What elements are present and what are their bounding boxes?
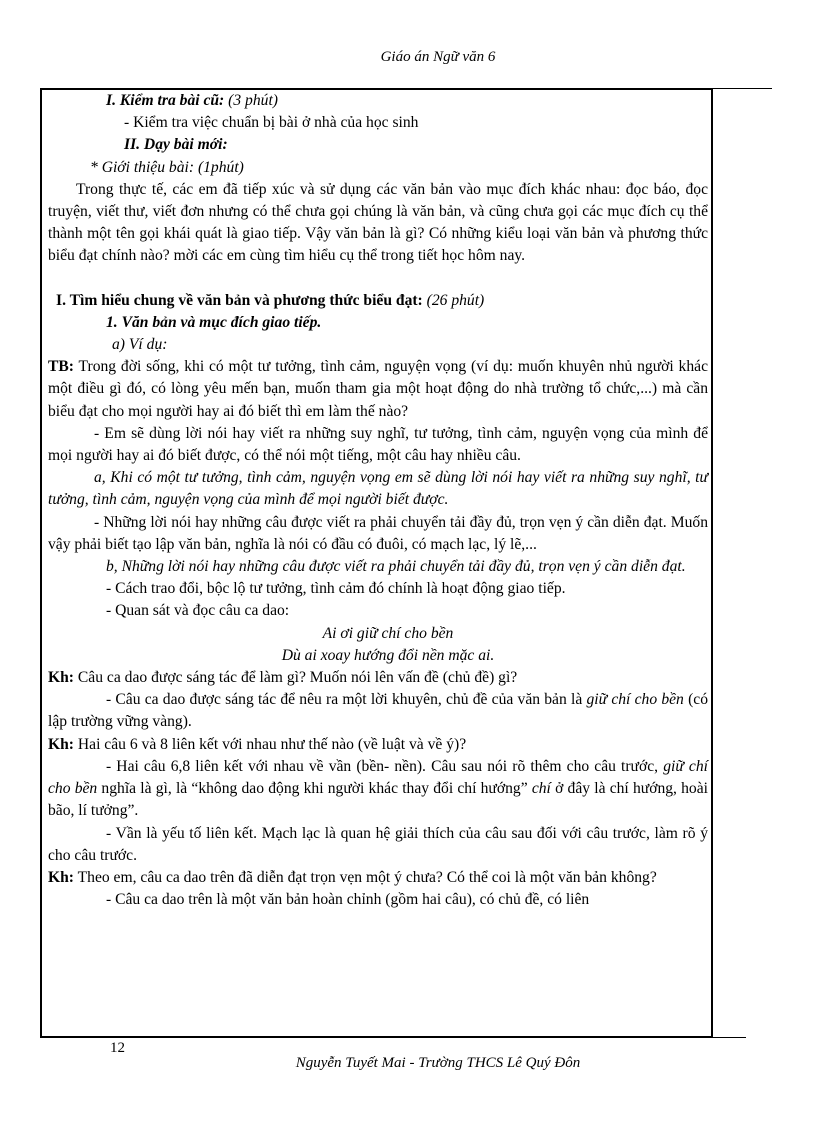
answer-6: - Hai câu 6,8 liên kết với nhau về vần (bền- nền). Câu sau nói rõ thêm cho câu trước, giữ chí cho bền nghĩa là gì, là “không dao động khi người khác thay đổi chí hướng” chí ở đây là chí hướng, hoài bão, lí tưởng”. [48, 757, 708, 820]
intro-paragraph: Trong thực tế, các em đã tiếp xúc và sử dụng các văn bản vào mục đích khác nhau: đọc báo, đọc truyện, viết thư, viết đơn nhưng có thể chưa gọi chúng là văn bản, và cũng chưa gọi các mục đích cụ thể thành một tên gọi khái quát là giao tiếp. Vậy văn bản là gì? Có những kiểu loại văn bản và phương thức biểu đạt chính nào? mời các em cùng tìm hiểu cụ thể trong tiết học hôm nay. [48, 180, 708, 265]
question-kh-3: Kh: Theo em, câu ca dao trên đã diễn đạt trọn vẹn một ý chưa? Có thể coi là một văn bản không? [48, 868, 657, 886]
page-header: Giáo án Ngữ văn 6 [380, 49, 496, 65]
section-review-title: I. Kiểm tra bài cũ: [106, 92, 225, 109]
section-heading: I. Tìm hiểu chung về văn bản và phương thức biểu đạt: (26 phút) [56, 291, 485, 309]
tb-label: TB: [48, 358, 74, 376]
lesson-content-box [40, 88, 713, 1038]
page-number: 12 [110, 1040, 125, 1056]
section-review: I. Kiểm tra bài cũ: (3 phút) [106, 92, 278, 109]
example-label: a) Ví dụ: [112, 336, 168, 354]
review-item: - Kiểm tra việc chuẩn bị bài ở nhà của học sinh [124, 114, 419, 132]
kh-label: Kh: [48, 868, 74, 886]
poem-line-1: Ai ơi giữ chí cho bền [322, 624, 454, 642]
answer-3: - Cách trao đổi, bộc lộ tư tưởng, tình cảm đó chính là hoạt động giao tiếp. [106, 580, 566, 598]
note-b: b, Những lời nói hay những câu được viết ra phải chuyển tải đầy đủ, trọn vẹn ý cần diễn đạt. [106, 558, 686, 576]
answer-7: - Vần là yếu tố liên kết. Mạch lạc là quan hệ giải thích của câu sau đối với câu trước, làm rõ ý cho câu trước. [48, 824, 708, 864]
note-a: a, Khi có một tư tưởng, tình cảm, nguyện vọng em sẽ dùng lời nói hay viết ra những suy nghĩ, tư tưởng, tình cảm, nguyện vọng của mình để mọi người biết được. [48, 469, 708, 509]
section-new-lesson: II. Dạy bài mới: [124, 136, 228, 154]
intro-label: * Giới thiệu bài: (1phút) [90, 158, 244, 176]
kh-label: Kh: [48, 735, 74, 753]
lesson-content [48, 90, 708, 911]
answer-1: - Em sẽ dùng lời nói hay viết ra những suy nghĩ, tư tưởng, tình cảm, nguyện vọng của mình để mọi người hay ai đó biết được, có thể nói một tiếng, một câu hay nhiều câu. [48, 424, 708, 465]
subsection-heading: 1. Văn bản và mục đích giao tiếp. [106, 313, 322, 331]
answer-2: - Những lời nói hay những câu được viết ra phải chuyển tải đầy đủ, trọn vẹn ý cần diễn đạt. Muốn vậy phải biết tạo lập văn bản, nghĩa là nói có đầu có đuôi, có mạch lạc, lý lẽ,... [48, 513, 708, 553]
kh-label: Kh: [48, 669, 74, 687]
page-footer: Nguyễn Tuyết Mai - Trường THCS Lê Quý Đôn [295, 1055, 581, 1071]
poem-line-2: Dù ai xoay hướng đổi nền mặc ai. [281, 646, 495, 664]
question-kh-2: Kh: Hai câu 6 và 8 liên kết với nhau như thế nào (về luật và về ý)? [48, 735, 467, 753]
teacher-question: TB: Trong đời sống, khi có một tư tưởng, tình cảm, nguyện vọng (ví dụ: muốn khuyên nhủ người khác một điều gì đó, có lòng yêu mến bạn, muốn tham gia một hoạt động do nhà trường tổ chức,...) mà cần biểu đạt cho mọi người hay ai đó biết thì em làm thế nào? [48, 358, 708, 420]
answer-8: - Câu ca dao trên là một văn bản hoàn chỉnh (gồm hai câu), có chủ đề, có liên [106, 891, 590, 909]
answer-4: - Quan sát và đọc câu ca dao: [106, 602, 290, 620]
footer-rule [40, 1037, 746, 1038]
answer-5: - Câu ca dao được sáng tác để nêu ra một lời khuyên, chủ đề của văn bản là giữ chí cho bền (có lập trường vững vàng). [48, 691, 708, 731]
question-kh-1: Kh: Câu ca dao được sáng tác để làm gì? Muốn nói lên vấn đề (chủ đề) gì? [48, 669, 518, 687]
